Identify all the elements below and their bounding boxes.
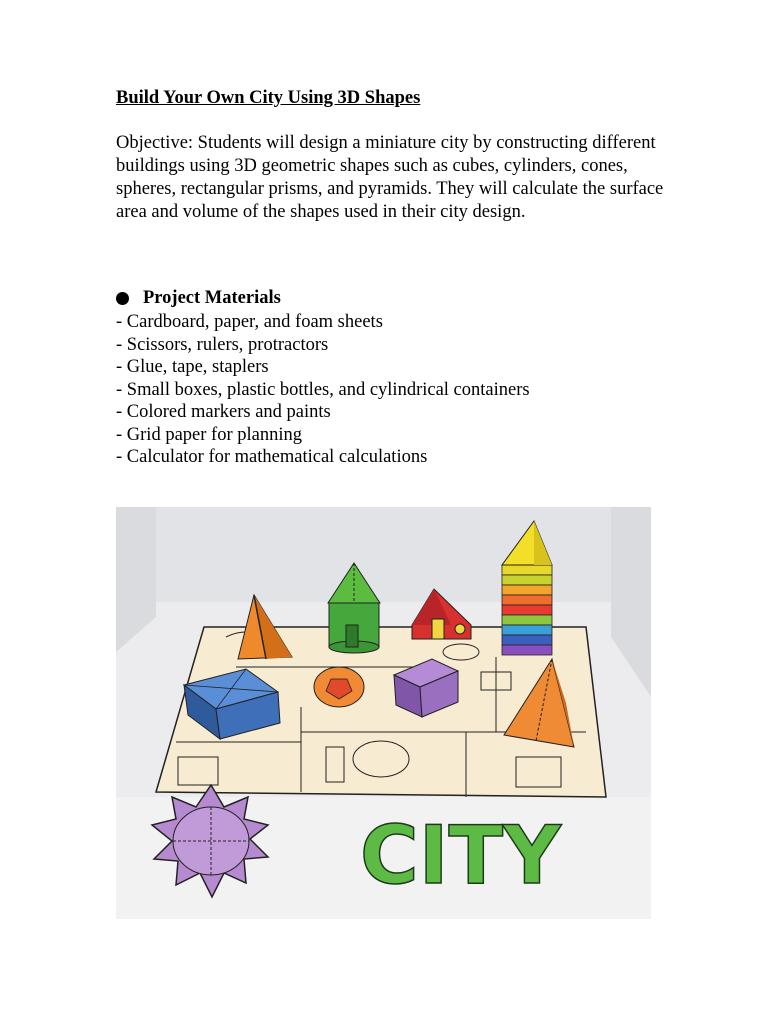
bullet-icon	[116, 292, 129, 305]
list-item: - Cardboard, paper, and foam sheets	[116, 312, 383, 332]
list-item: - Scissors, rulers, protractors	[116, 334, 329, 355]
city-sign-model	[360, 809, 562, 902]
city-sign-text: CITY	[360, 809, 561, 902]
list-item: - Calculator for mathematical calculations	[116, 447, 428, 467]
materials-list	[116, 311, 530, 469]
list-item: - Grid paper for planning	[116, 424, 302, 445]
list-item: - Glue, tape, staplers	[116, 357, 269, 377]
materials-heading	[116, 288, 281, 309]
list-item: - Small boxes, plastic bottles, and cylindrical containers	[116, 379, 530, 400]
materials-heading-text: Project Materials	[143, 288, 281, 308]
list-item: - Colored markers and paints	[116, 402, 331, 422]
document-title: Build Your Own City Using 3D Shapes	[116, 88, 421, 108]
objective-paragraph: Objective: Students will design a miniature city by constructing different buildings using 3D geometric shapes such as cubes, cylinders, cones, spheres, rectangular prisms, and pyramids. They will calculate the surface area and volume of the shapes used in their city design.	[116, 133, 664, 222]
orange-sphere-model	[314, 667, 364, 707]
city-model-photo	[116, 507, 651, 919]
